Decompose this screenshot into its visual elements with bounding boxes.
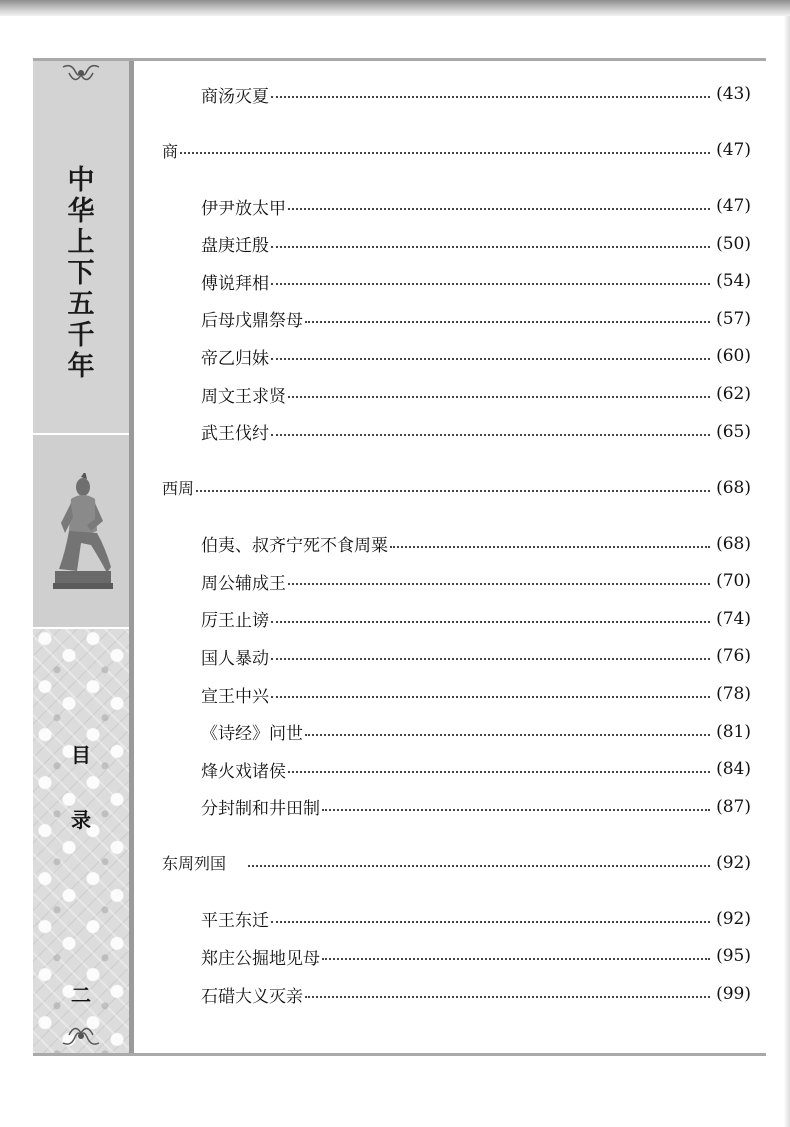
toc-entry-title: 西周 [162, 479, 195, 499]
dot-leader [271, 358, 710, 360]
dot-leader [390, 546, 710, 548]
toc-entry-title: 伯夷、叔齐宁死不食周粟 [201, 536, 388, 557]
toc-entry-title: 《诗经》问世 [201, 724, 303, 745]
toc-entry-row[interactable] [135, 568, 751, 594]
toc-page-number: (99) [716, 984, 751, 1004]
toc-entry-title: 烽火戏诸侯 [201, 761, 286, 782]
toc-entry-row[interactable] [135, 381, 751, 407]
toc-entry-title: 帝乙归妹 [201, 348, 269, 369]
toc-entry-row[interactable] [135, 606, 751, 632]
toc-entry-title: 东周列国 [162, 854, 227, 874]
toc-entry-title: 商汤灭夏 [201, 86, 269, 107]
toc-page-number: (47) [716, 140, 751, 160]
toc-entry-row[interactable] [135, 81, 751, 107]
page-label: 二 [71, 983, 91, 1007]
sidebar-title-panel [33, 61, 129, 435]
table-of-contents [135, 61, 766, 1053]
toc-page-number: (95) [716, 946, 751, 967]
toc-chapter-row[interactable] [135, 475, 751, 501]
toc-entry-title: 商 [162, 141, 179, 161]
dot-leader [271, 921, 710, 923]
toc-entry-title: 盘庚迁殷 [201, 236, 269, 257]
book-title-char: 五 [67, 289, 95, 320]
dot-leader [248, 865, 710, 867]
section-label-char: 录 [71, 808, 91, 832]
toc-entry-title: 傅说拜相 [201, 273, 269, 294]
toc-entry-title: 石碏大义灭亲 [201, 986, 303, 1007]
toc-page-number: (43) [716, 84, 751, 104]
toc-page-number: (65) [716, 421, 751, 442]
dot-leader [288, 396, 710, 398]
toc-entry-title: 平王东迁 [201, 911, 269, 932]
dot-leader [271, 434, 710, 436]
dot-leader [271, 96, 710, 98]
right-shadow [784, 16, 790, 1127]
toc-page-number: (62) [716, 384, 751, 404]
sidebar-figure-panel [33, 435, 129, 629]
toc-chapter-row[interactable] [135, 850, 751, 876]
top-shadow [0, 0, 790, 16]
section-label-char: 目 [71, 743, 91, 767]
toc-page-number: (70) [716, 571, 751, 592]
toc-entry-row[interactable] [135, 794, 751, 820]
dot-leader [288, 771, 710, 773]
book-title-char: 年 [67, 351, 95, 382]
book-title-char: 中 [67, 165, 95, 196]
dot-leader [271, 246, 710, 248]
dot-leader [288, 583, 710, 585]
ornament-knot-icon [61, 1023, 101, 1047]
dot-leader [288, 208, 710, 210]
toc-entry-row[interactable] [135, 981, 751, 1007]
dot-leader [322, 809, 710, 811]
toc-entry-row[interactable] [135, 906, 751, 932]
dot-leader [196, 490, 710, 492]
toc-entry-row[interactable] [135, 719, 751, 745]
dot-leader [305, 321, 710, 323]
toc-entry-row[interactable] [135, 643, 751, 669]
toc-page-number: (84) [716, 759, 751, 780]
toc-page-number: (74) [716, 608, 751, 629]
toc-page-number: (68) [716, 533, 751, 554]
dot-leader [271, 658, 710, 660]
book-title-char: 华 [67, 196, 95, 227]
toc-page-number: (92) [716, 908, 751, 929]
toc-entry-row[interactable] [135, 943, 751, 969]
dot-leader [271, 696, 710, 698]
toc-entry-title: 周公辅成王 [201, 573, 286, 594]
toc-entry-row[interactable] [135, 419, 751, 445]
toc-entry-title: 周文王求贤 [201, 386, 286, 407]
book-title [33, 165, 129, 382]
dot-leader [271, 283, 710, 285]
terracotta-warrior-figure [51, 473, 113, 593]
toc-entry-row[interactable] [135, 681, 751, 707]
toc-page-number: (54) [716, 271, 751, 292]
toc-page-number: (50) [716, 233, 751, 254]
ornament-knot-icon [61, 63, 101, 85]
dot-leader [305, 734, 710, 736]
toc-page-number: (92) [716, 852, 751, 873]
toc-entry-title: 厉王止谤 [201, 611, 269, 632]
toc-page-number: (57) [716, 308, 751, 329]
toc-page-number: (68) [716, 477, 751, 498]
dot-leader [305, 996, 710, 998]
toc-entry-row[interactable] [135, 231, 751, 257]
toc-entry-row[interactable] [135, 193, 751, 219]
toc-page-number: (87) [716, 796, 751, 817]
sidebar-pattern-panel [33, 629, 129, 1053]
book-title-char: 千 [67, 320, 95, 351]
toc-page-number: (81) [716, 721, 751, 742]
toc-entry-title: 分封制和井田制 [201, 799, 320, 820]
dot-leader [180, 152, 710, 154]
toc-entry-title: 武王伐纣 [201, 424, 269, 445]
book-title-char: 上 [67, 227, 95, 258]
toc-chapter-row[interactable] [135, 137, 751, 163]
toc-page-number: (60) [716, 346, 751, 367]
toc-entry-row[interactable] [135, 343, 751, 369]
toc-page-number: (78) [716, 684, 751, 704]
dot-leader [271, 621, 710, 623]
toc-entry-row[interactable] [135, 306, 751, 332]
toc-entry-row[interactable] [135, 268, 751, 294]
sidebar [33, 61, 134, 1053]
toc-page-number: (47) [716, 196, 751, 216]
dot-leader [322, 958, 710, 960]
toc-entry-row[interactable] [135, 756, 751, 782]
toc-entry-title: 宣王中兴 [201, 686, 269, 707]
toc-entry-title: 国人暴动 [201, 648, 269, 669]
toc-entry-title: 后母戊鼎祭母 [201, 311, 303, 332]
toc-page-number: (76) [716, 646, 751, 667]
toc-entry-title: 郑庄公掘地见母 [201, 948, 320, 969]
toc-entry-title: 伊尹放太甲 [201, 198, 286, 219]
book-title-char: 下 [67, 258, 95, 289]
toc-entry-row[interactable] [135, 531, 751, 557]
